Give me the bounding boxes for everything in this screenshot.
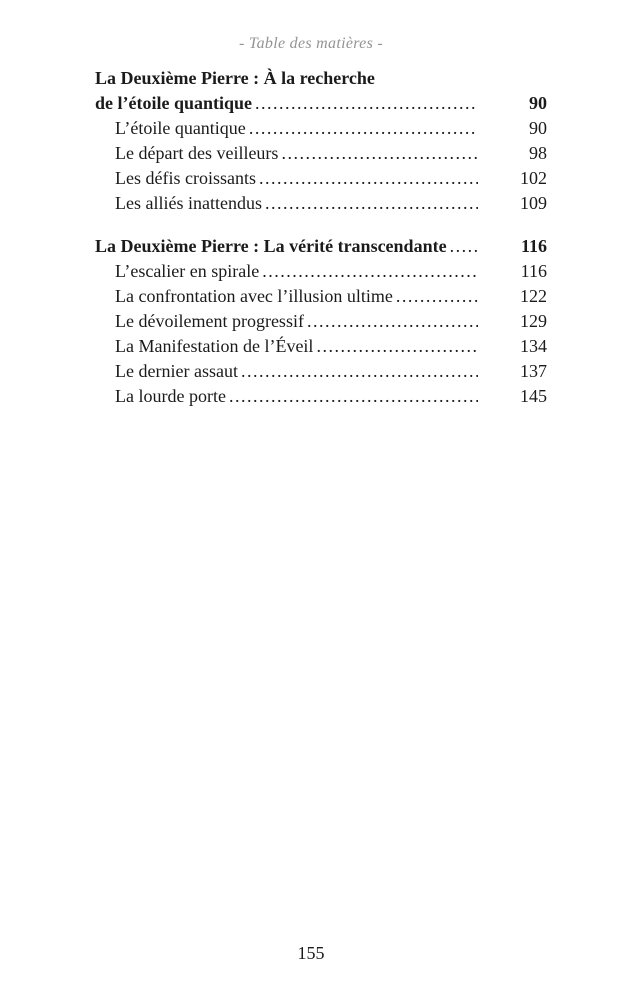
dot-leader xyxy=(241,359,478,384)
page-number: 116 xyxy=(520,236,547,256)
toc-entry xyxy=(95,166,547,191)
page-number: 109 xyxy=(520,193,547,213)
toc-header-title: - Table des matières - xyxy=(238,35,384,52)
dot-leader xyxy=(259,166,478,191)
toc-section-title-line xyxy=(95,234,547,259)
toc-entry xyxy=(95,359,547,384)
page-number: 122 xyxy=(520,286,547,306)
footer-page-number: 155 xyxy=(297,943,325,963)
toc-entry-label: Le départ des veilleurs xyxy=(115,143,279,163)
page-number: 116 xyxy=(520,261,547,281)
page-number: 134 xyxy=(520,336,547,356)
dot-leader xyxy=(307,309,478,334)
toc-entry xyxy=(95,141,547,166)
page-footer xyxy=(0,941,622,966)
page-number: 90 xyxy=(529,118,547,138)
toc-entry xyxy=(95,309,547,334)
toc-entry xyxy=(95,384,547,409)
toc-entry xyxy=(95,191,547,216)
toc-entry-label: La confrontation avec l’illusion ultime xyxy=(115,286,393,306)
toc-entry-label: Le dévoilement progressif xyxy=(115,311,304,331)
dot-leader xyxy=(281,141,478,166)
toc-section-2 xyxy=(95,234,547,409)
toc-entry xyxy=(95,259,547,284)
page-number: 98 xyxy=(529,143,547,163)
page-header xyxy=(0,35,622,53)
dot-leader xyxy=(450,234,478,259)
toc-entry-label: La lourde porte xyxy=(115,386,226,406)
toc-entry-label: Le dernier assaut xyxy=(115,361,238,381)
dot-leader xyxy=(255,91,478,116)
page-number: 102 xyxy=(520,168,547,188)
dot-leader xyxy=(262,259,478,284)
toc-section-title-text: de l’étoile quantique xyxy=(95,93,253,113)
toc-entry-label: L’étoile quantique xyxy=(115,118,246,138)
toc-entry xyxy=(95,116,547,141)
dot-leader xyxy=(316,334,478,359)
page-number: 137 xyxy=(520,361,547,381)
toc-entry xyxy=(95,284,547,309)
page-number: 145 xyxy=(520,386,547,406)
toc-entry-label: Les défis croissants xyxy=(115,168,256,188)
dot-leader xyxy=(265,191,478,216)
dot-leader xyxy=(229,384,478,409)
dot-leader xyxy=(396,284,478,309)
toc-section-title-line xyxy=(95,66,547,91)
toc-entry-label: L’escalier en spirale xyxy=(115,261,260,281)
toc-entry-label: Les alliés inattendus xyxy=(115,193,262,213)
toc-section-1 xyxy=(95,66,547,216)
toc-body xyxy=(95,66,547,409)
page-number: 129 xyxy=(520,311,547,331)
dot-leader xyxy=(249,116,478,141)
toc-section-title-text: La Deuxième Pierre : La vérité transcendante xyxy=(95,236,447,256)
page-number: 90 xyxy=(529,93,547,113)
toc-entry-label: La Manifestation de l’Éveil xyxy=(115,336,314,356)
toc-entry xyxy=(95,334,547,359)
toc-section-title-text: La Deuxième Pierre : À la recherche xyxy=(95,68,375,88)
toc-section-title-line xyxy=(95,91,547,116)
